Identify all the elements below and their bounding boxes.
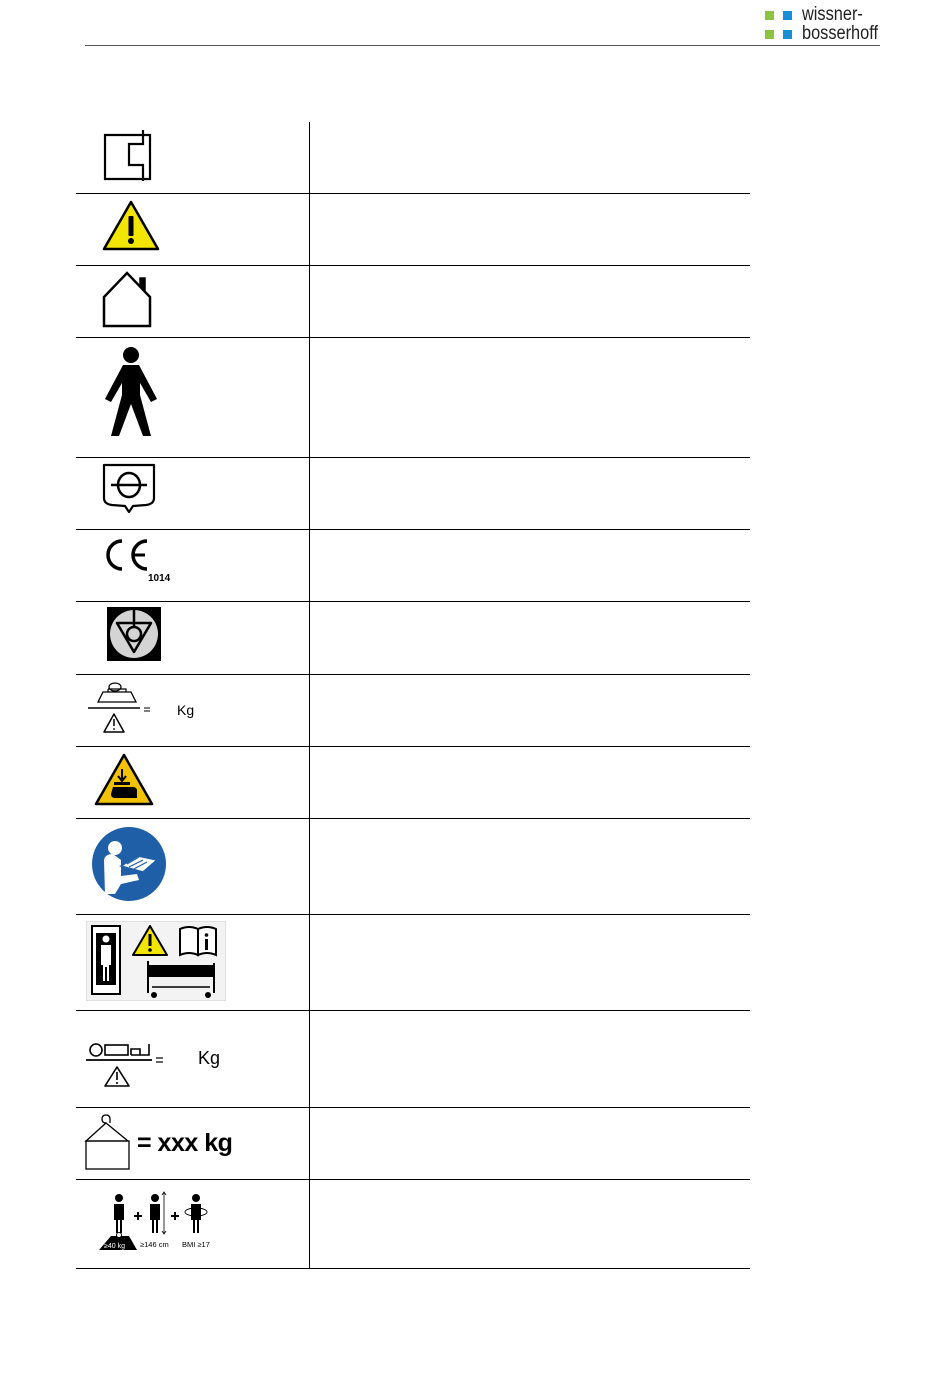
read-instructions-icon xyxy=(91,826,167,902)
logo-square xyxy=(783,11,792,20)
logo-square xyxy=(783,30,792,39)
ce-mark-icon xyxy=(101,536,153,574)
table-row-divider xyxy=(76,457,750,458)
logo-square xyxy=(765,30,774,39)
brand-name-line2: bosserhoff xyxy=(802,23,879,44)
min-height-label: ≥146 cm xyxy=(140,1240,169,1249)
table-row-divider xyxy=(76,818,750,819)
rated-service-time-icon xyxy=(100,128,160,184)
table-row-divider xyxy=(76,746,750,747)
max-weight-unit: Kg xyxy=(198,1048,221,1068)
table-row-divider xyxy=(76,1107,750,1108)
header-rule xyxy=(85,45,880,46)
total-weight-label: = xxx kg xyxy=(137,1129,233,1157)
table-row-divider xyxy=(76,337,750,338)
max-patient-weight-icon xyxy=(84,1036,170,1092)
logo-square xyxy=(765,11,774,20)
fuse-symbol-icon xyxy=(101,462,157,514)
bed-instructions-icon xyxy=(86,921,226,1001)
indoor-use-icon xyxy=(100,269,155,329)
potential-equalization-icon xyxy=(107,607,161,661)
table-row-divider xyxy=(76,1010,750,1011)
safe-load-unit: Kg xyxy=(177,702,195,718)
table-row-divider xyxy=(76,1268,750,1269)
crushing-hazard-icon xyxy=(93,752,155,808)
min-bmi-label: BMI ≥17 xyxy=(182,1240,210,1249)
total-weight-icon xyxy=(82,1113,134,1173)
table-row-divider xyxy=(76,1179,750,1180)
type-b-applied-part-icon xyxy=(101,345,161,439)
table-row-divider xyxy=(76,529,750,530)
ce-notified-body-number: 1014 xyxy=(148,573,171,584)
table-row-divider xyxy=(76,674,750,675)
table-row-divider xyxy=(76,601,750,602)
safe-working-load-icon xyxy=(86,680,156,736)
company-logo xyxy=(763,5,893,45)
table-column-divider xyxy=(309,122,310,1269)
table-row-divider xyxy=(76,914,750,915)
table-row-divider xyxy=(76,265,750,266)
warning-triangle-icon xyxy=(101,199,161,253)
brand-name-line1: wissner- xyxy=(802,4,863,25)
table-row-divider xyxy=(76,193,750,194)
min-weight-label: ≥40 kg xyxy=(104,1243,125,1250)
